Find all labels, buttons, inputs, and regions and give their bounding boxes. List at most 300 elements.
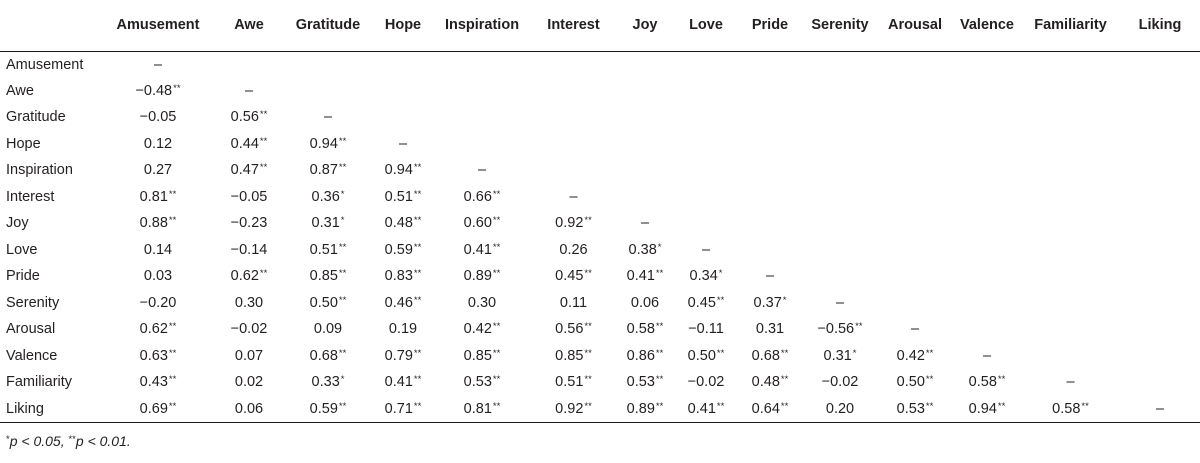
table-cell	[100, 237, 216, 264]
significance-marker: **	[655, 400, 664, 412]
table-cell	[282, 184, 374, 211]
significance-marker: **	[259, 268, 268, 280]
empty-cell	[1120, 131, 1200, 158]
cell-value: 0.92	[555, 215, 584, 232]
significance-marker: **	[168, 188, 177, 200]
row-label: Inspiration	[6, 162, 73, 179]
cell-value: –	[569, 188, 578, 205]
empty-cell	[953, 51, 1021, 78]
cell-value: 0.85	[309, 268, 338, 285]
significance-marker: **	[716, 294, 725, 306]
cell-value: 0.63	[139, 347, 168, 364]
table-cell	[803, 290, 877, 317]
cell-value: −0.48	[135, 82, 173, 99]
cell-value: 0.62	[139, 321, 168, 338]
cell-value: 0.44	[230, 135, 259, 152]
table-row	[0, 290, 1200, 317]
table-row	[0, 157, 1200, 184]
empty-cell	[1021, 104, 1120, 131]
cell-value: 0.31	[755, 321, 785, 338]
empty-cell	[737, 131, 803, 158]
cell-value: 0.48	[751, 374, 780, 391]
table-cell	[282, 343, 374, 370]
cell-value: 0.47	[230, 162, 259, 179]
table-row	[0, 51, 1200, 78]
cell-value: –	[477, 162, 487, 179]
significance-marker: **	[925, 347, 934, 359]
table-cell	[532, 316, 615, 343]
table-cell	[374, 157, 432, 184]
table-cell	[803, 316, 877, 343]
table-row	[0, 263, 1200, 290]
empty-cell	[282, 78, 374, 105]
significance-marker: *	[340, 188, 345, 200]
column-header-familiarity: Familiarity	[1021, 0, 1120, 51]
table-cell	[374, 263, 432, 290]
cell-value: 0.62	[230, 268, 259, 285]
footnote-text-single: p < 0.05,	[9, 433, 69, 449]
table-cell	[737, 263, 803, 290]
table-cell	[216, 78, 282, 105]
empty-cell	[737, 210, 803, 237]
empty-cell	[675, 184, 737, 211]
empty-cell	[877, 78, 953, 105]
cell-value: 0.41	[463, 241, 492, 258]
empty-cell	[532, 104, 615, 131]
empty-cell	[1021, 184, 1120, 211]
table-cell	[953, 343, 1021, 370]
table-cell	[615, 343, 675, 370]
table-cell	[100, 157, 216, 184]
empty-cell	[953, 210, 1021, 237]
empty-cell	[615, 131, 675, 158]
cell-value: 0.14	[143, 241, 173, 258]
significance-marker: **	[413, 268, 422, 280]
significance-marker: **	[584, 347, 592, 359]
cell-value: 0.66	[463, 188, 492, 205]
table-cell	[374, 343, 432, 370]
significance-marker: **	[716, 347, 725, 359]
table-cell	[615, 237, 675, 264]
cell-value: 0.53	[463, 374, 492, 391]
table-cell	[532, 184, 615, 211]
table-cell	[282, 104, 374, 131]
table-cell	[675, 290, 737, 317]
empty-cell	[803, 210, 877, 237]
table-cell	[100, 369, 216, 396]
significance-marker: **	[338, 241, 347, 253]
table-cell	[100, 210, 216, 237]
cell-value: 0.30	[467, 294, 497, 311]
cell-value: 0.89	[626, 400, 655, 417]
row-label: Gratitude	[6, 109, 66, 126]
significance-marker: **	[584, 374, 592, 386]
table-cell	[532, 369, 615, 396]
cell-value: –	[153, 56, 163, 73]
cell-value: 0.58	[1052, 400, 1081, 417]
cell-value: 0.51	[384, 188, 413, 205]
table-cell	[282, 316, 374, 343]
cell-value: −0.02	[821, 374, 859, 391]
cell-value: 0.85	[463, 347, 492, 364]
cell-value: 0.68	[309, 347, 338, 364]
table-cell	[282, 237, 374, 264]
table-cell	[100, 104, 216, 131]
table-cell	[216, 343, 282, 370]
table-cell	[216, 237, 282, 264]
cell-value: 0.68	[751, 347, 780, 364]
empty-cell	[615, 104, 675, 131]
empty-cell	[432, 78, 532, 105]
significance-marker: **	[584, 215, 592, 227]
cell-value: 0.09	[313, 321, 343, 338]
empty-cell	[374, 104, 432, 131]
cell-value: 0.30	[234, 294, 264, 311]
table-cell	[432, 343, 532, 370]
significance-marker: **	[925, 374, 934, 386]
significance-marker: *	[340, 374, 345, 386]
column-header-pride: Pride	[737, 0, 803, 51]
column-header-awe: Awe	[216, 0, 282, 51]
column-header-amusement: Amusement	[100, 0, 216, 51]
table-cell	[282, 290, 374, 317]
column-header-liking: Liking	[1120, 0, 1200, 51]
cell-value: 0.64	[751, 400, 780, 417]
significance-marker: **	[584, 268, 592, 280]
cell-value: 0.07	[234, 347, 264, 364]
significance-marker: **	[173, 82, 181, 94]
empty-cell	[282, 51, 374, 78]
empty-cell	[675, 157, 737, 184]
table-cell	[675, 369, 737, 396]
table-cell	[432, 396, 532, 423]
table-cell	[877, 369, 953, 396]
cell-value: 0.36	[311, 188, 340, 205]
empty-cell	[877, 290, 953, 317]
table-cell	[432, 316, 532, 343]
empty-cell	[803, 263, 877, 290]
cell-value: 0.41	[687, 400, 716, 417]
table-cell	[737, 290, 803, 317]
column-header-love: Love	[675, 0, 737, 51]
cell-value: 0.87	[309, 162, 338, 179]
table-cell	[675, 343, 737, 370]
cell-value: 0.45	[555, 268, 584, 285]
empty-cell	[374, 51, 432, 78]
table-cell	[737, 369, 803, 396]
column-header-inspiration: Inspiration	[432, 0, 532, 51]
empty-cell	[953, 131, 1021, 158]
cell-value: 0.45	[687, 294, 716, 311]
table-cell	[737, 396, 803, 423]
significance-marker: **	[168, 347, 177, 359]
cell-value: 0.81	[139, 188, 168, 205]
empty-cell	[1120, 210, 1200, 237]
table-cell	[803, 369, 877, 396]
significance-marker: **	[492, 188, 501, 200]
column-header-interest: Interest	[532, 0, 615, 51]
significance-marker: **	[259, 162, 268, 174]
table-cell	[532, 343, 615, 370]
significance-marker: **	[855, 321, 863, 333]
significance-marker: **	[413, 347, 422, 359]
empty-cell	[216, 51, 282, 78]
table-row	[0, 396, 1200, 423]
cell-value: 0.89	[463, 268, 492, 285]
cell-value: –	[835, 294, 845, 311]
table-cell	[1021, 396, 1120, 423]
cell-value: –	[323, 109, 333, 126]
empty-cell	[1021, 237, 1120, 264]
significance-marker: **	[492, 374, 501, 386]
row-label: Valence	[6, 347, 58, 364]
empty-cell	[1021, 210, 1120, 237]
cell-value: −0.05	[139, 109, 177, 126]
empty-cell	[1021, 51, 1120, 78]
empty-cell	[1120, 237, 1200, 264]
cell-value: 0.69	[139, 400, 168, 417]
significance-marker: *	[657, 241, 662, 253]
row-label: Familiarity	[6, 374, 73, 391]
column-header-joy: Joy	[615, 0, 675, 51]
table-body	[0, 51, 1200, 422]
empty-cell	[877, 51, 953, 78]
table-cell	[877, 316, 953, 343]
table-cell	[615, 369, 675, 396]
empty-cell	[953, 157, 1021, 184]
cell-value: −0.02	[687, 374, 725, 391]
table-cell	[216, 369, 282, 396]
table-footnote	[6, 433, 131, 449]
empty-cell	[374, 78, 432, 105]
significance-marker: **	[780, 400, 789, 412]
cell-value: 0.42	[896, 347, 925, 364]
cell-value: 0.51	[309, 241, 338, 258]
cell-value: –	[244, 82, 254, 99]
empty-cell	[1021, 263, 1120, 290]
cell-value: 0.11	[559, 294, 588, 311]
cell-value: 0.31	[823, 347, 852, 364]
column-header-serenity: Serenity	[803, 0, 877, 51]
table-cell	[675, 237, 737, 264]
cell-value: 0.56	[555, 321, 584, 338]
cell-value: 0.46	[384, 294, 413, 311]
empty-cell	[432, 104, 532, 131]
cell-value: 0.51	[555, 374, 584, 391]
empty-cell	[432, 131, 532, 158]
significance-marker: **	[997, 374, 1006, 386]
table-cell	[532, 210, 615, 237]
significance-marker: **	[925, 400, 934, 412]
empty-cell	[803, 237, 877, 264]
cell-value: 0.34	[689, 268, 718, 285]
row-label: Awe	[6, 82, 34, 99]
empty-cell	[675, 210, 737, 237]
significance-marker: **	[997, 400, 1006, 412]
significance-marker: **	[492, 215, 501, 227]
empty-cell	[532, 131, 615, 158]
table-cell	[374, 131, 432, 158]
row-label: Interest	[6, 188, 55, 205]
significance-marker: **	[584, 321, 592, 333]
row-label: Liking	[0, 396, 100, 423]
footnote-mark-single: *	[6, 434, 10, 445]
table-cell	[615, 316, 675, 343]
cell-value: 0.53	[896, 400, 925, 417]
table-cell	[432, 263, 532, 290]
table-cell	[432, 369, 532, 396]
empty-cell	[953, 290, 1021, 317]
table-cell	[282, 369, 374, 396]
empty-cell	[737, 51, 803, 78]
empty-cell	[803, 78, 877, 105]
empty-cell	[803, 104, 877, 131]
table-cell	[1021, 369, 1120, 396]
cell-value: 0.79	[384, 347, 413, 364]
cell-value: 0.06	[234, 400, 264, 417]
cell-value: –	[765, 268, 775, 285]
significance-marker: **	[338, 294, 347, 306]
row-label: Serenity	[6, 294, 60, 311]
empty-cell	[532, 157, 615, 184]
cell-value: 0.94	[309, 135, 338, 152]
table-cell	[100, 131, 216, 158]
table-cell	[803, 396, 877, 423]
table-row	[0, 78, 1200, 105]
table-cell	[675, 263, 737, 290]
significance-marker: *	[718, 268, 723, 280]
empty-cell	[532, 78, 615, 105]
table-cell	[615, 290, 675, 317]
table-cell	[953, 369, 1021, 396]
cell-value: −0.11	[688, 321, 724, 338]
significance-marker: *	[340, 215, 345, 227]
cell-value: 0.41	[626, 268, 655, 285]
cell-value: 0.27	[143, 162, 173, 179]
empty-cell	[953, 263, 1021, 290]
significance-marker: **	[655, 268, 664, 280]
empty-cell	[1120, 184, 1200, 211]
cell-value: –	[701, 241, 711, 258]
header-corner-cell	[0, 0, 100, 51]
row-label: Amusement	[6, 56, 84, 73]
table-cell	[100, 263, 216, 290]
table-cell	[100, 316, 216, 343]
cell-value: 0.86	[626, 347, 655, 364]
significance-marker: **	[716, 400, 725, 412]
cell-value: −0.23	[230, 215, 268, 232]
cell-value: 0.58	[968, 374, 997, 391]
cell-value: 0.50	[687, 347, 716, 364]
empty-cell	[1120, 343, 1200, 370]
table-cell	[100, 290, 216, 317]
significance-marker: **	[780, 374, 789, 386]
empty-cell	[877, 210, 953, 237]
table-cell	[282, 263, 374, 290]
cell-value: 0.53	[626, 374, 655, 391]
empty-cell	[953, 184, 1021, 211]
cell-value: 0.60	[463, 215, 492, 232]
empty-cell	[953, 78, 1021, 105]
empty-cell	[1120, 51, 1200, 78]
table-cell	[532, 237, 615, 264]
empty-cell	[615, 78, 675, 105]
cell-value: –	[1066, 374, 1075, 391]
table-header	[0, 0, 1200, 51]
empty-cell	[803, 157, 877, 184]
empty-cell	[737, 104, 803, 131]
cell-value: 0.03	[143, 268, 173, 285]
column-header-valence: Valence	[953, 0, 1021, 51]
significance-marker: **	[492, 321, 501, 333]
table-cell	[216, 290, 282, 317]
empty-cell	[615, 51, 675, 78]
empty-cell	[737, 184, 803, 211]
table-row	[0, 369, 1200, 396]
empty-cell	[1120, 369, 1200, 396]
cell-value: −0.56	[817, 321, 855, 338]
table-cell	[532, 396, 615, 423]
empty-cell	[615, 157, 675, 184]
empty-cell	[675, 104, 737, 131]
cell-value: 0.02	[234, 374, 264, 391]
table-cell	[216, 316, 282, 343]
table-cell	[432, 290, 532, 317]
cell-value: –	[640, 215, 650, 232]
table-cell	[877, 343, 953, 370]
table-cell	[374, 290, 432, 317]
significance-marker: **	[655, 321, 664, 333]
cell-value: 0.58	[626, 321, 655, 338]
table-cell	[216, 157, 282, 184]
significance-marker: **	[338, 347, 347, 359]
significance-marker: **	[492, 400, 501, 412]
empty-cell	[675, 51, 737, 78]
table-row	[0, 131, 1200, 158]
empty-cell	[877, 184, 953, 211]
empty-cell	[1120, 316, 1200, 343]
significance-marker: *	[852, 347, 857, 359]
significance-marker: **	[338, 268, 347, 280]
empty-cell	[532, 51, 615, 78]
table-row	[0, 184, 1200, 211]
cell-value: 0.20	[825, 400, 855, 417]
header-row	[0, 0, 1200, 51]
cell-value: 0.92	[555, 400, 584, 417]
significance-marker: **	[413, 188, 422, 200]
cell-value: 0.43	[139, 374, 168, 391]
empty-cell	[877, 263, 953, 290]
significance-marker: **	[413, 294, 422, 306]
empty-cell	[675, 78, 737, 105]
column-header-arousal: Arousal	[877, 0, 953, 51]
significance-marker: **	[413, 400, 422, 412]
significance-marker: **	[259, 135, 268, 147]
empty-cell	[1120, 263, 1200, 290]
table-row	[0, 237, 1200, 264]
significance-marker: **	[413, 162, 422, 174]
cell-value: 0.83	[384, 268, 413, 285]
cell-value: −0.14	[230, 241, 268, 258]
table-row	[0, 104, 1200, 131]
footnote-text-double: p < 0.01.	[75, 433, 131, 449]
table-cell	[282, 396, 374, 423]
significance-marker: **	[780, 347, 789, 359]
cell-value: 0.26	[559, 241, 588, 258]
table-cell	[374, 316, 432, 343]
column-header-hope: Hope	[374, 0, 432, 51]
empty-cell	[615, 184, 675, 211]
